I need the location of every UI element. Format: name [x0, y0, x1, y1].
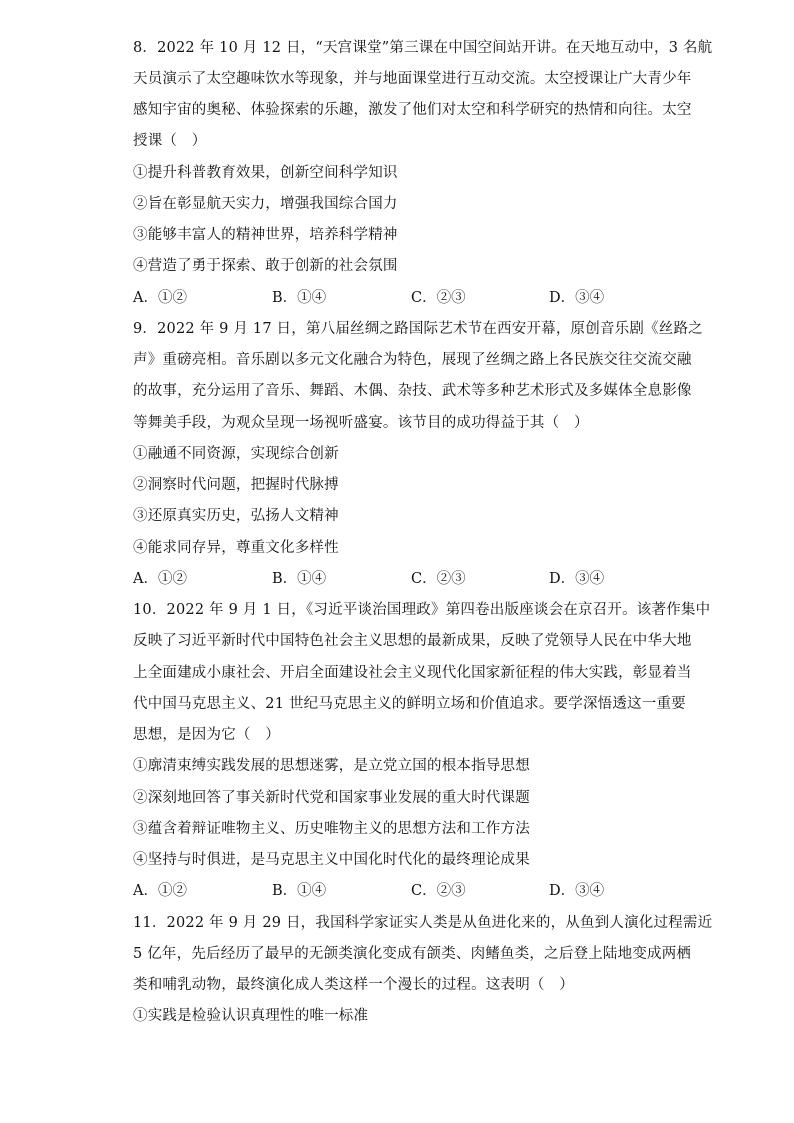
q8-statement-1: ①提升科普教育效果，创新空间科学知识: [133, 165, 398, 181]
q8-line-2: 天员演示了太空趣味饮水等现象，并与地面课堂进行互动交流。太空授课让广大青少年: [133, 71, 692, 87]
q9-line-4: 等舞美手段，为观众呈现一场视听盛宴。该节目的成功得益于其（ ）: [133, 415, 589, 431]
q10-option-b: B．①④: [272, 883, 327, 899]
q10-option-c: C．②③: [411, 883, 466, 899]
q9-line-1: 9．2022 年 9 月 17 日，第八届丝绸之路国际艺术节在西安开幕，原创音乐剧《丝路之: [133, 321, 703, 337]
q11-line-2: 5 亿年，先后经历了最早的无颌类演化变成有颌类、肉鳍鱼类，之后登上陆地变成两栖: [133, 946, 692, 962]
q9-option-c: C．②③: [411, 571, 466, 587]
q10-statement-4: ④坚持与时俱进，是马克思主义中国化时代化的最终理论成果: [133, 852, 530, 868]
q11-statement-1: ①实践是检验认识真理性的唯一标准: [133, 1008, 369, 1024]
q8-statement-2: ②旨在彰显航天实力，增强我国综合国力: [133, 196, 398, 212]
q9-statement-3: ③还原真实历史，弘扬人文精神: [133, 508, 339, 524]
q11-line-3: 类和哺乳动物，最终演化成人类这样一个漫长的过程。这表明（ ）: [133, 977, 574, 993]
q8-statement-3: ③能够丰富人的精神世界，培养科学精神: [133, 227, 398, 243]
q8-option-b: B．①④: [272, 290, 327, 306]
q10-option-a: A．①②: [133, 883, 187, 899]
q10-statement-1: ①廓清束缚实践发展的思想迷雾，是立党立国的根本指导思想: [133, 758, 530, 774]
q9-option-d: D．③④: [549, 571, 605, 587]
q11-line-1: 11．2022 年 9 月 29 日，我国科学家证实人类是从鱼进化来的，从鱼到人演化过程需近: [133, 915, 713, 931]
q9-line-3: 的故事，充分运用了音乐、舞蹈、木偶、杂技、武术等多种艺术形式及多媒体全息影像: [133, 383, 692, 399]
q10-statement-2: ②深刻地回答了事关新时代党和国家事业发展的重大时代课题: [133, 790, 530, 806]
q8-option-d: D．③④: [549, 290, 605, 306]
q8-line-1: 8．2022 年 10 月 12 日，“天宫课堂”第三课在中国空间站开讲。在天地互动中，3 名航: [133, 40, 713, 56]
q9-statement-2: ②洞察时代问题，把握时代脉搏: [133, 477, 339, 493]
q8-statement-4: ④营造了勇于探索、敢于创新的社会氛围: [133, 258, 398, 274]
q8-line-4: 授课（ ）: [133, 133, 207, 149]
q10-line-3: 上全面建成小康社会、开启全面建设社会主义现代化国家新征程的伟大实践，彰显着当: [133, 665, 692, 681]
q10-line-4: 代中国马克思主义、21 世纪马克思主义的鲜明立场和价值追求。要学深悟透这一重要: [133, 696, 686, 712]
q9-option-a: A．①②: [133, 571, 187, 587]
q10-line-5: 思想，是因为它（ ）: [133, 727, 280, 743]
q8-line-3: 感知宇宙的奥秘、体验探索的乐趣，激发了他们对太空和科学研究的热情和向往。太空: [133, 102, 692, 118]
q10-line-1: 10．2022 年 9 月 1 日，《习近平谈治国理政》第四卷出版座谈会在京召开。该著作集中: [133, 602, 711, 618]
q10-statement-3: ③蕴含着辩证唯物主义、历史唯物主义的思想方法和工作方法: [133, 821, 530, 837]
q9-option-b: B．①④: [272, 571, 327, 587]
q10-option-d: D．③④: [549, 883, 605, 899]
q9-statement-4: ④能求同存异，尊重文化多样性: [133, 540, 339, 556]
q8-option-c: C．②③: [411, 290, 466, 306]
q10-line-2: 反映了习近平新时代中国特色社会主义思想的最新成果，反映了党领导人民在中华大地: [133, 633, 692, 649]
q9-line-2: 声》重磅亮相。音乐剧以多元文化融合为特色，展现了丝绸之路上各民族交往交流交融: [133, 352, 692, 368]
q8-option-a: A．①②: [133, 290, 187, 306]
q9-statement-1: ①融通不同资源，实现综合创新: [133, 446, 339, 462]
